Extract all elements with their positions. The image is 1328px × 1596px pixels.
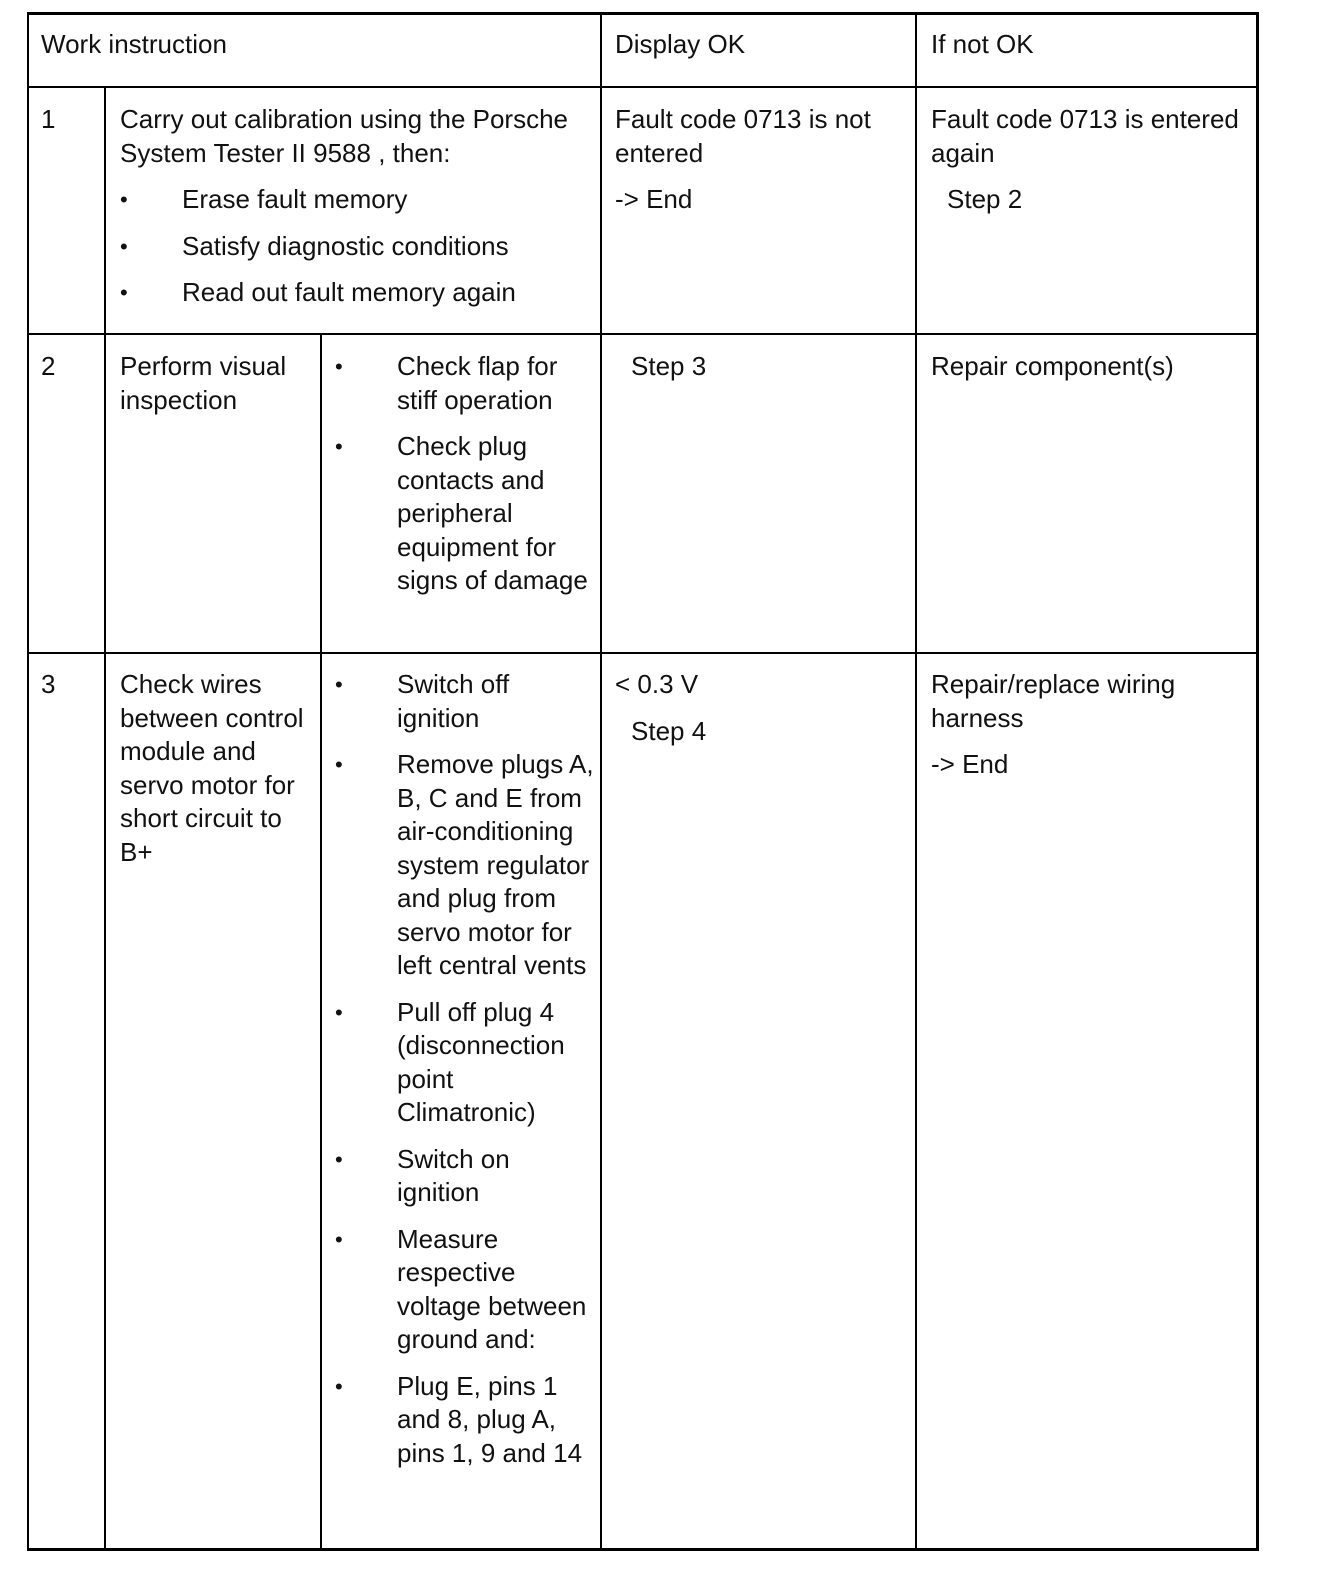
bullet-icon: •	[335, 434, 343, 459]
row2-number: 2	[41, 351, 56, 381]
row3-bullet: • Pull off plug 4 (disconnection point Climatronic)	[335, 996, 565, 1127]
header-work-instruction: Work instruction	[41, 29, 227, 59]
row1-bottom-border	[27, 333, 1259, 335]
bullet-icon: •	[335, 1146, 343, 1172]
row3-bullet: • Remove plugs A, B, C and E from air-conditioning system regulator and plug from servo motor for left central vents	[335, 749, 594, 980]
row3-bullet: • Switch on ignition	[335, 1143, 510, 1207]
row1-display-ok: Fault code 0713 is not entered -> End	[615, 104, 871, 214]
row3-bullet: • Measure respective voltage between ground and:	[335, 1223, 587, 1354]
row1-number: 1	[41, 104, 56, 134]
bullet-icon: •	[120, 187, 128, 212]
bullet-icon: •	[335, 999, 343, 1025]
bullet-icon: •	[120, 233, 128, 259]
bullet-icon: •	[335, 354, 343, 379]
ok-col-border	[600, 12, 602, 1551]
row1-bullet: • Read out fault memory again	[120, 276, 596, 310]
table-right-border	[1256, 12, 1259, 1551]
row1-instruction	[120, 103, 596, 323]
header-if-not-ok: If not OK	[931, 29, 1034, 59]
table-top-border	[27, 12, 1259, 15]
row2-instruction: Perform visual inspection	[120, 351, 287, 415]
notok-col-border	[915, 12, 917, 1551]
num-col-border	[104, 87, 106, 1550]
bullet-icon: •	[335, 1373, 343, 1399]
row3-display-ok: < 0.3 V Step 4	[615, 669, 707, 746]
row3-bullet: • Plug E, pins 1 and 8, plug A, pins 1, 9 and 14	[335, 1370, 583, 1468]
row3-if-not-ok: Repair/replace wiring harness -> End	[931, 669, 1176, 779]
table-bottom-border	[27, 1548, 1259, 1551]
row3-number: 3	[41, 669, 56, 699]
row1-if-not-ok: Fault code 0713 is entered again Step 2	[931, 104, 1239, 214]
row2-if-not-ok: Repair component(s)	[931, 351, 1174, 381]
table-left-border	[27, 12, 29, 1551]
row2-steps	[335, 350, 597, 611]
bullet-icon: •	[335, 1226, 343, 1252]
row3-steps	[335, 668, 597, 1483]
bullet-icon: •	[335, 752, 343, 777]
row2-bottom-border	[27, 652, 1259, 654]
header-display-ok: Display OK	[615, 29, 746, 59]
row3-bullet: • Switch off ignition	[335, 669, 510, 733]
row2-bullet: • Check flap for stiff operation	[335, 351, 558, 415]
row2-bullet: • Check plug contacts and peripheral equipment for signs of damage	[335, 431, 588, 595]
bullet-icon: •	[120, 280, 128, 305]
work-instruction-table	[27, 12, 1289, 1592]
row2-display-ok: Step 3	[631, 351, 707, 381]
sub-col-border	[320, 334, 322, 1550]
row1-bullet: • Satisfy diagnostic conditions	[120, 230, 596, 264]
header-bottom-border	[27, 86, 1259, 88]
row1-instruction-text: Carry out calibration using the Porsche System Tester II 9588 , then:	[120, 104, 569, 168]
row3-instruction: Check wires between control module and servo motor for short circuit to B+	[120, 669, 304, 867]
row1-bullet: • Erase fault memory	[120, 183, 596, 217]
bullet-icon: •	[335, 672, 343, 697]
